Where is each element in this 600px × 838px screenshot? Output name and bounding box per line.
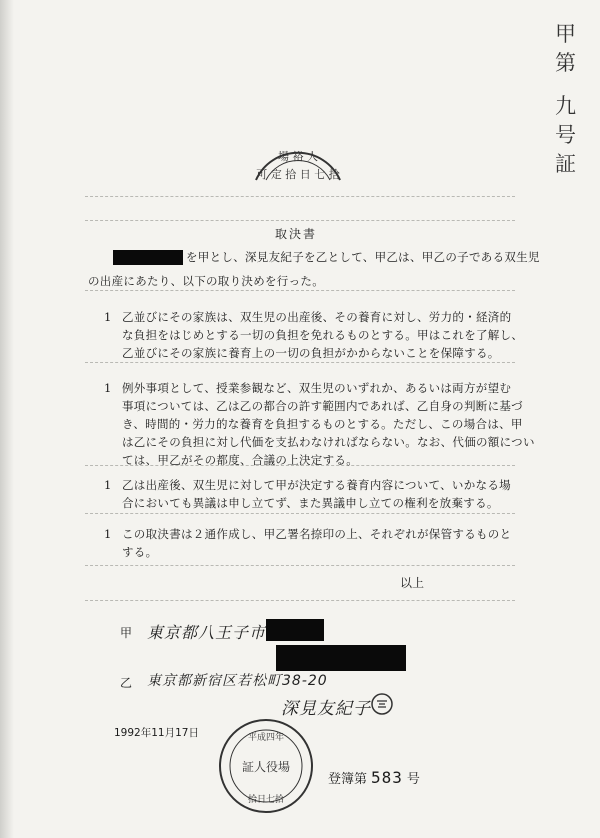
clause-marker: 1 [104, 310, 112, 324]
closing-mark: 以上 [400, 576, 425, 590]
clause-1-line-1: 1 乙並びにその家族は、双生児の出産後、その養育に対し、労力的・経済的 [104, 305, 511, 329]
clause-4-line-2: する。 [122, 545, 158, 559]
clause-2-line-3: き、時間的・労力的な養育を負担するものとする。ただし、この場合は、甲 [122, 417, 523, 431]
personal-seal [370, 692, 394, 716]
clause-marker: 1 [104, 527, 112, 541]
document-date: 1992年11月17日 [114, 727, 199, 739]
party-ko-address: 東京都八王子市 [147, 623, 267, 642]
exhibit-label [546, 20, 586, 179]
redaction-name [113, 250, 183, 265]
exhibit-label-line1: 甲第 [555, 22, 577, 75]
clause-3-line-2: 合においても異議は申し立てず、また異議申し立ての権利を放棄する。 [122, 496, 499, 510]
seal-bottom-text: 拾日七拾 [247, 795, 285, 805]
clause-2-line-4: は乙にその負担に対し代価を支払わなければならない。なお、代価の額につい [122, 435, 535, 449]
scan-shadow-edge [0, 0, 14, 838]
party-ko-label: 甲 [120, 626, 133, 640]
exhibit-label-line2: 九号証 [555, 94, 577, 176]
ruled-line [85, 565, 515, 566]
party-otsu-name: 深見友紀子 [281, 699, 371, 719]
ruled-line [85, 196, 515, 197]
registration-prefix: 登簿第 [328, 772, 368, 787]
clause-4-line-1: 1 この取決書は２通作成し、甲乙署名捺印の上、それぞれが保管するものと [104, 522, 511, 546]
intro-line-1: を甲とし、深見友紀子を乙として、甲乙は、甲乙の子である双生児 [186, 250, 540, 264]
registration-number [328, 768, 420, 787]
clause-3-line-1: 1 乙は出産後、双生児に対して甲が決定する養育内容について、いかなる場 [104, 473, 511, 497]
intro-line-2: の出産にあたり、以下の取り決めを行った。 [88, 274, 324, 288]
party-otsu-label: 乙 [120, 676, 133, 690]
svg-text:可 定 拾 日 七 拾: 可 定 拾 日 七 拾 [256, 168, 340, 181]
redaction-ko-name [276, 645, 406, 671]
clause-marker: 1 [104, 478, 112, 492]
registration-suffix: 号 [406, 772, 420, 787]
svg-text:場 裕 人: 場 裕 人 [278, 150, 318, 163]
seal-top-text: 平成四年 [247, 733, 285, 743]
clause-2-line-5: ては、甲乙がその都度、合議の上決定する。 [122, 453, 358, 467]
seal-center-text: 証人役場 [241, 760, 291, 774]
registration-value: 583 [371, 768, 403, 787]
clause-1-line-3: 乙並びにその家族に養育上の一切の負担がかからないことを保障する。 [122, 346, 500, 360]
ruled-line [85, 220, 515, 221]
clause-marker: 1 [104, 381, 112, 395]
clause-2-line-2: 事項については、乙は乙の都合の許す範囲内であれば、乙自身の判断に基づ [122, 399, 523, 413]
official-seal-bottom [216, 716, 316, 816]
ruled-line [85, 600, 515, 601]
redaction-ko-address [266, 619, 324, 641]
clause-2-line-1: 1 例外事項として、授業参観など、双生児のいずれか、あるいは両方が望む [104, 376, 511, 400]
party-otsu-address: 東京都新宿区若松町38-20 [147, 673, 328, 689]
official-seal-top [248, 118, 348, 188]
clause-1-line-2: な負担をはじめとする一切の負担を免れるものとする。甲はこれを了解し、 [122, 328, 524, 342]
document-title: 取決書 [275, 227, 318, 241]
